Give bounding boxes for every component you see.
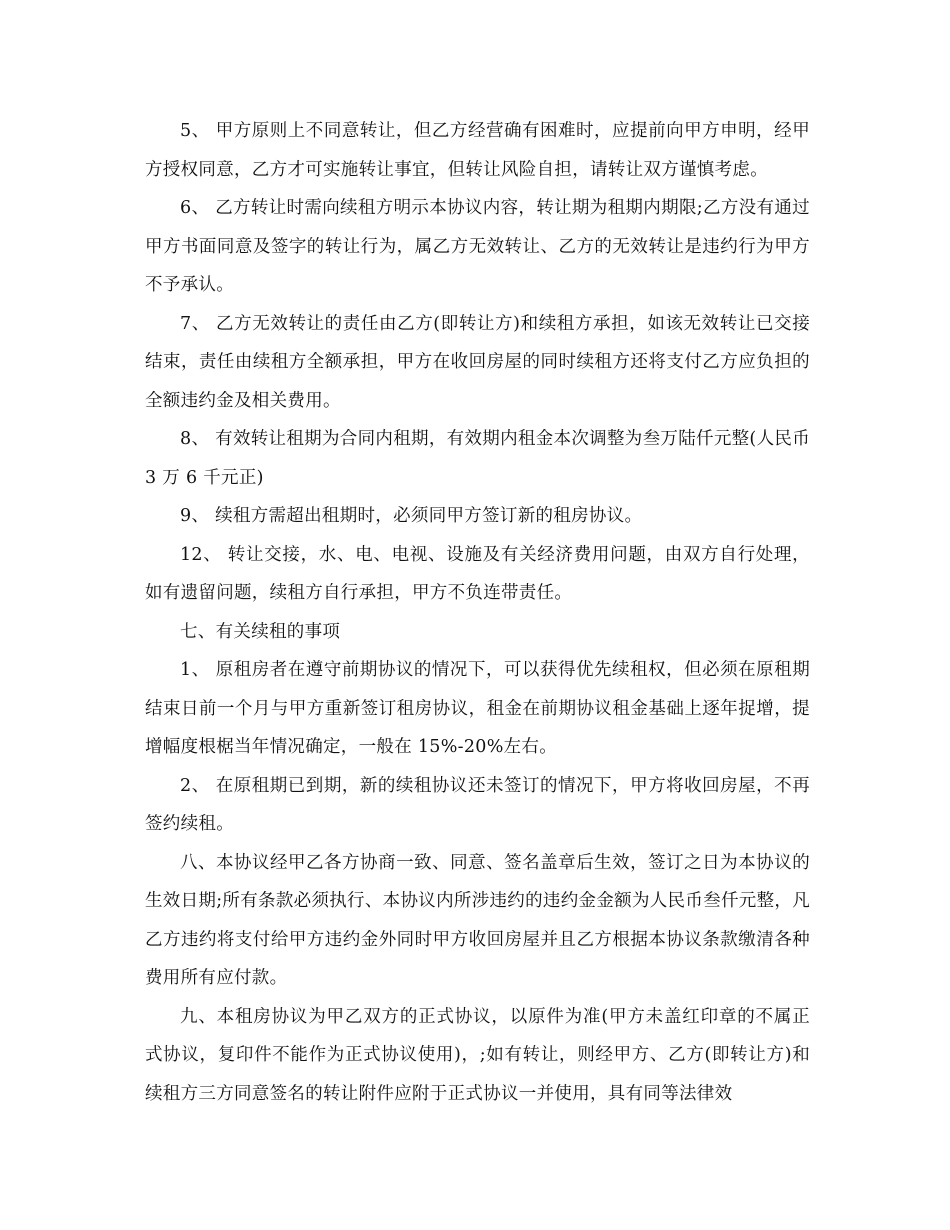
section-8-paragraph: 八、本协议经甲乙各方协商一致、同意、签名盖章后生效，签订之日为本协议的生效日期;所有条款必须执行、本协议内所涉违约的违约金金额为人民币叁仟元整，凡乙方违约将支付给甲方违约金外同时甲方收回房屋并且乙方根据本协议条款缴清各种费用所有应付款。: [145, 852, 810, 988]
renewal-clause-1-paragraph: 1、 原租房者在遵守前期协议的情况下，可以获得优先续租权，但必须在原租期结束日前一个月与甲方重新签订租房协议，租金在前期协议租金基础上逐年捉增，提增幅度根椐当年情况确定，一般在 15%-20%左右。: [145, 660, 810, 757]
clause-5-paragraph: 5、 甲方原则上不同意转让，但乙方经营确有困难时，应提前向甲方申明，经甲方授权同意，乙方才可实施转让事宜，但转让风险自担，请转让双方谨慎考虑。: [145, 121, 810, 180]
document-body: [145, 112, 810, 1113]
section-7-heading: 七、有关续租的事项: [180, 621, 341, 642]
section-9-paragraph: 九、本租房协议为甲乙双方的正式协议，以原件为准(甲方未盖红印章的不属正式协议，复印件不能作为正式协议使用)，;如有转让，则经甲方、乙方(即转让方)和续租方三方同意签名的转让附件应附于正式协议一并使用，具有同等法律效: [145, 1006, 810, 1104]
clause-9-paragraph: 9、 续租方需超出租期时，必须同甲方签订新的租房协议。: [180, 506, 643, 526]
clause-12-paragraph: 12、 转让交接，水、电、电视、设施及有关经济费用问题，由双方自行处理，如有遗留问题，续租方自行承担，甲方不负连带责任。: [145, 544, 810, 603]
clause-6-paragraph: 6、 乙方转让时需向续租方明示本协议内容，转让期为租期内期限;乙方没有通过甲方书面同意及签字的转让行为，属乙方无效转让、乙方的无效转让是违约行为甲方不予承认。: [145, 198, 810, 295]
clause-7-paragraph: 7、 乙方无效转让的责任由乙方(即转让方)和续租方承担，如该无效转让已交接结束，责任由续租方全额承担，甲方在收回房屋的同时续租方还将支付乙方应负担的全额违约金及相关费用。: [145, 313, 810, 411]
clause-8-paragraph: 8、 有效转让租期为合同内租期，有效期内租金本次调整为叁万陆仟元整(人民币 3 万 6 千元正): [145, 429, 810, 488]
renewal-clause-2-paragraph: 2、 在原租期已到期，新的续租协议还未签订的情况下，甲方将收回房屋，不再签约续租。: [145, 775, 810, 834]
